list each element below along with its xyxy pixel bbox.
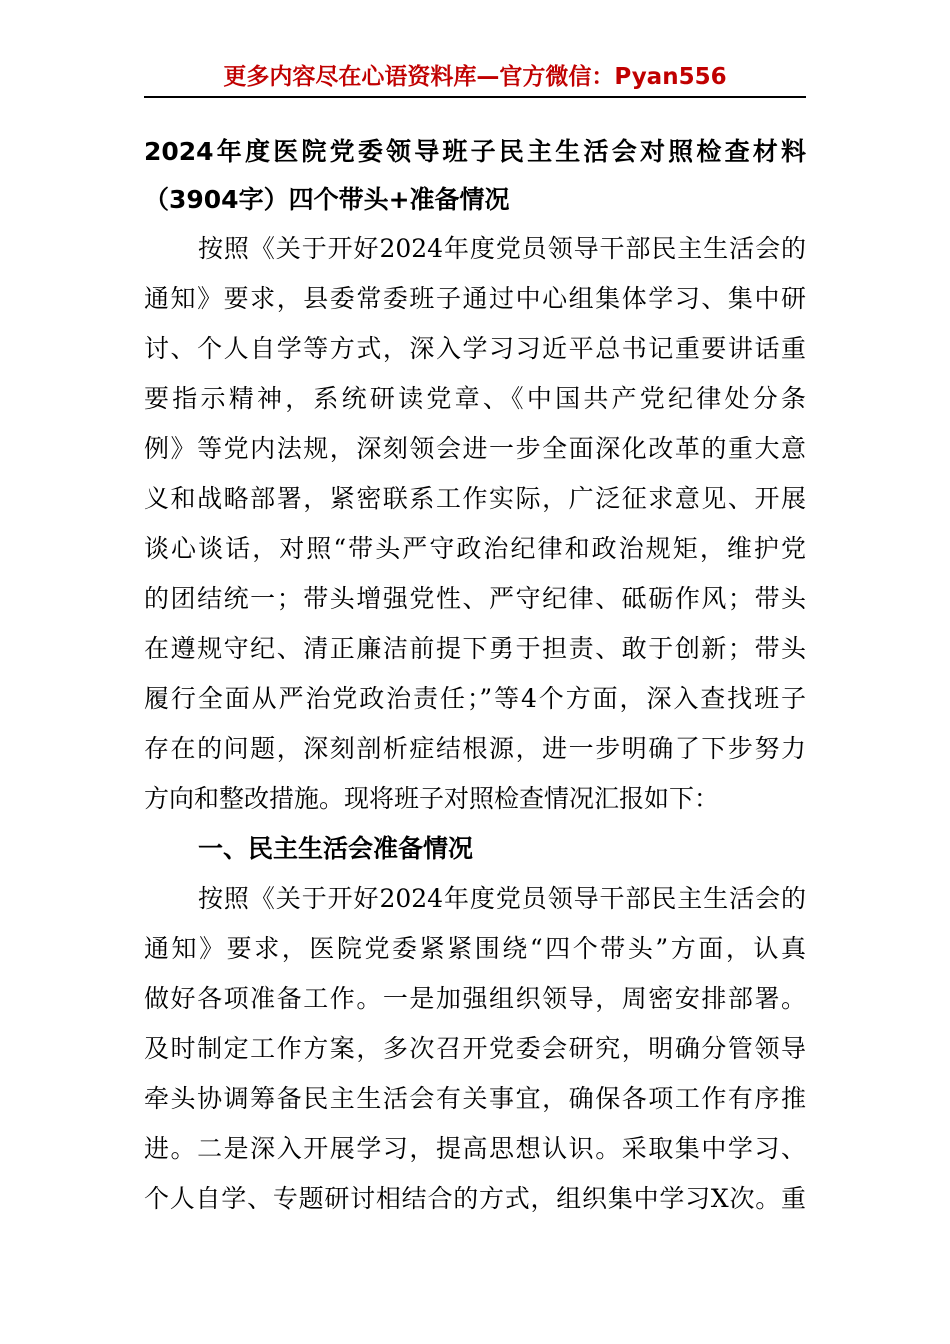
- document-title: [144, 128, 806, 224]
- title-line-1: 2024年度医院党委领导班子民主生活会对照检查材料: [144, 137, 806, 166]
- header-divider: [144, 96, 806, 98]
- text-line: 方向和整改措施。现将班子对照检查情况汇报如下：: [144, 784, 720, 813]
- text-line: 的团结统一；带头增强党性、严守纪律、砥砺作风；带头: [144, 584, 806, 613]
- text-line: 通知》要求，县委常委班子通过中心组集体学习、集中研: [144, 284, 806, 313]
- paragraph-preparation: [144, 874, 806, 1224]
- page-header: 更多内容尽在心语资料库—官方微信：Pyan556: [223, 64, 727, 90]
- text-line: 存在的问题，深刻剖析症结根源，进一步明确了下步努力: [144, 734, 806, 763]
- text-line: 及时制定工作方案，多次召开党委会研究，明确分管领导: [144, 1034, 806, 1063]
- text-line: 做好各项准备工作。一是加强组织领导，周密安排部署。: [144, 984, 806, 1013]
- text-line: 讨、个人自学等方式，深入学习习近平总书记重要讲话重: [144, 334, 806, 363]
- text-line: 要指示精神，系统研读党章、《中国共产党纪律处分条: [144, 384, 806, 413]
- text-line: 谈心谈话，对照“带头严守政治纪律和政治规矩，维护党: [144, 534, 806, 563]
- text-line: 履行全面从严治党政治责任；”等4个方面，深入查找班子: [144, 684, 806, 713]
- document-body: [144, 224, 806, 1224]
- text-line: 个人自学、专题研讨相结合的方式，组织集中学习X次。重: [144, 1184, 806, 1213]
- text-line: 例》等党内法规，深刻领会进一步全面深化改革的重大意: [144, 434, 806, 463]
- text-line: 义和战略部署，紧密联系工作实际，广泛征求意见、开展: [144, 484, 806, 513]
- paragraph-intro: [144, 224, 806, 824]
- text-line: 按照《关于开好2024年度党员领导干部民主生活会的: [198, 884, 806, 913]
- text-line: 按照《关于开好2024年度党员领导干部民主生活会的: [198, 234, 806, 263]
- text-line: 通知》要求，医院党委紧紧围绕“四个带头”方面，认真: [144, 934, 806, 963]
- section-heading: 一、民主生活会准备情况: [198, 834, 474, 863]
- text-line: 进。二是深入开展学习，提高思想认识。采取集中学习、: [144, 1134, 806, 1163]
- text-line: 牵头协调筹备民主生活会有关事宜，确保各项工作有序推: [144, 1084, 806, 1113]
- title-line-2: （3904字）四个带头+准备情况: [144, 185, 510, 214]
- text-line: 在遵规守纪、清正廉洁前提下勇于担责、敢于创新；带头: [144, 634, 806, 663]
